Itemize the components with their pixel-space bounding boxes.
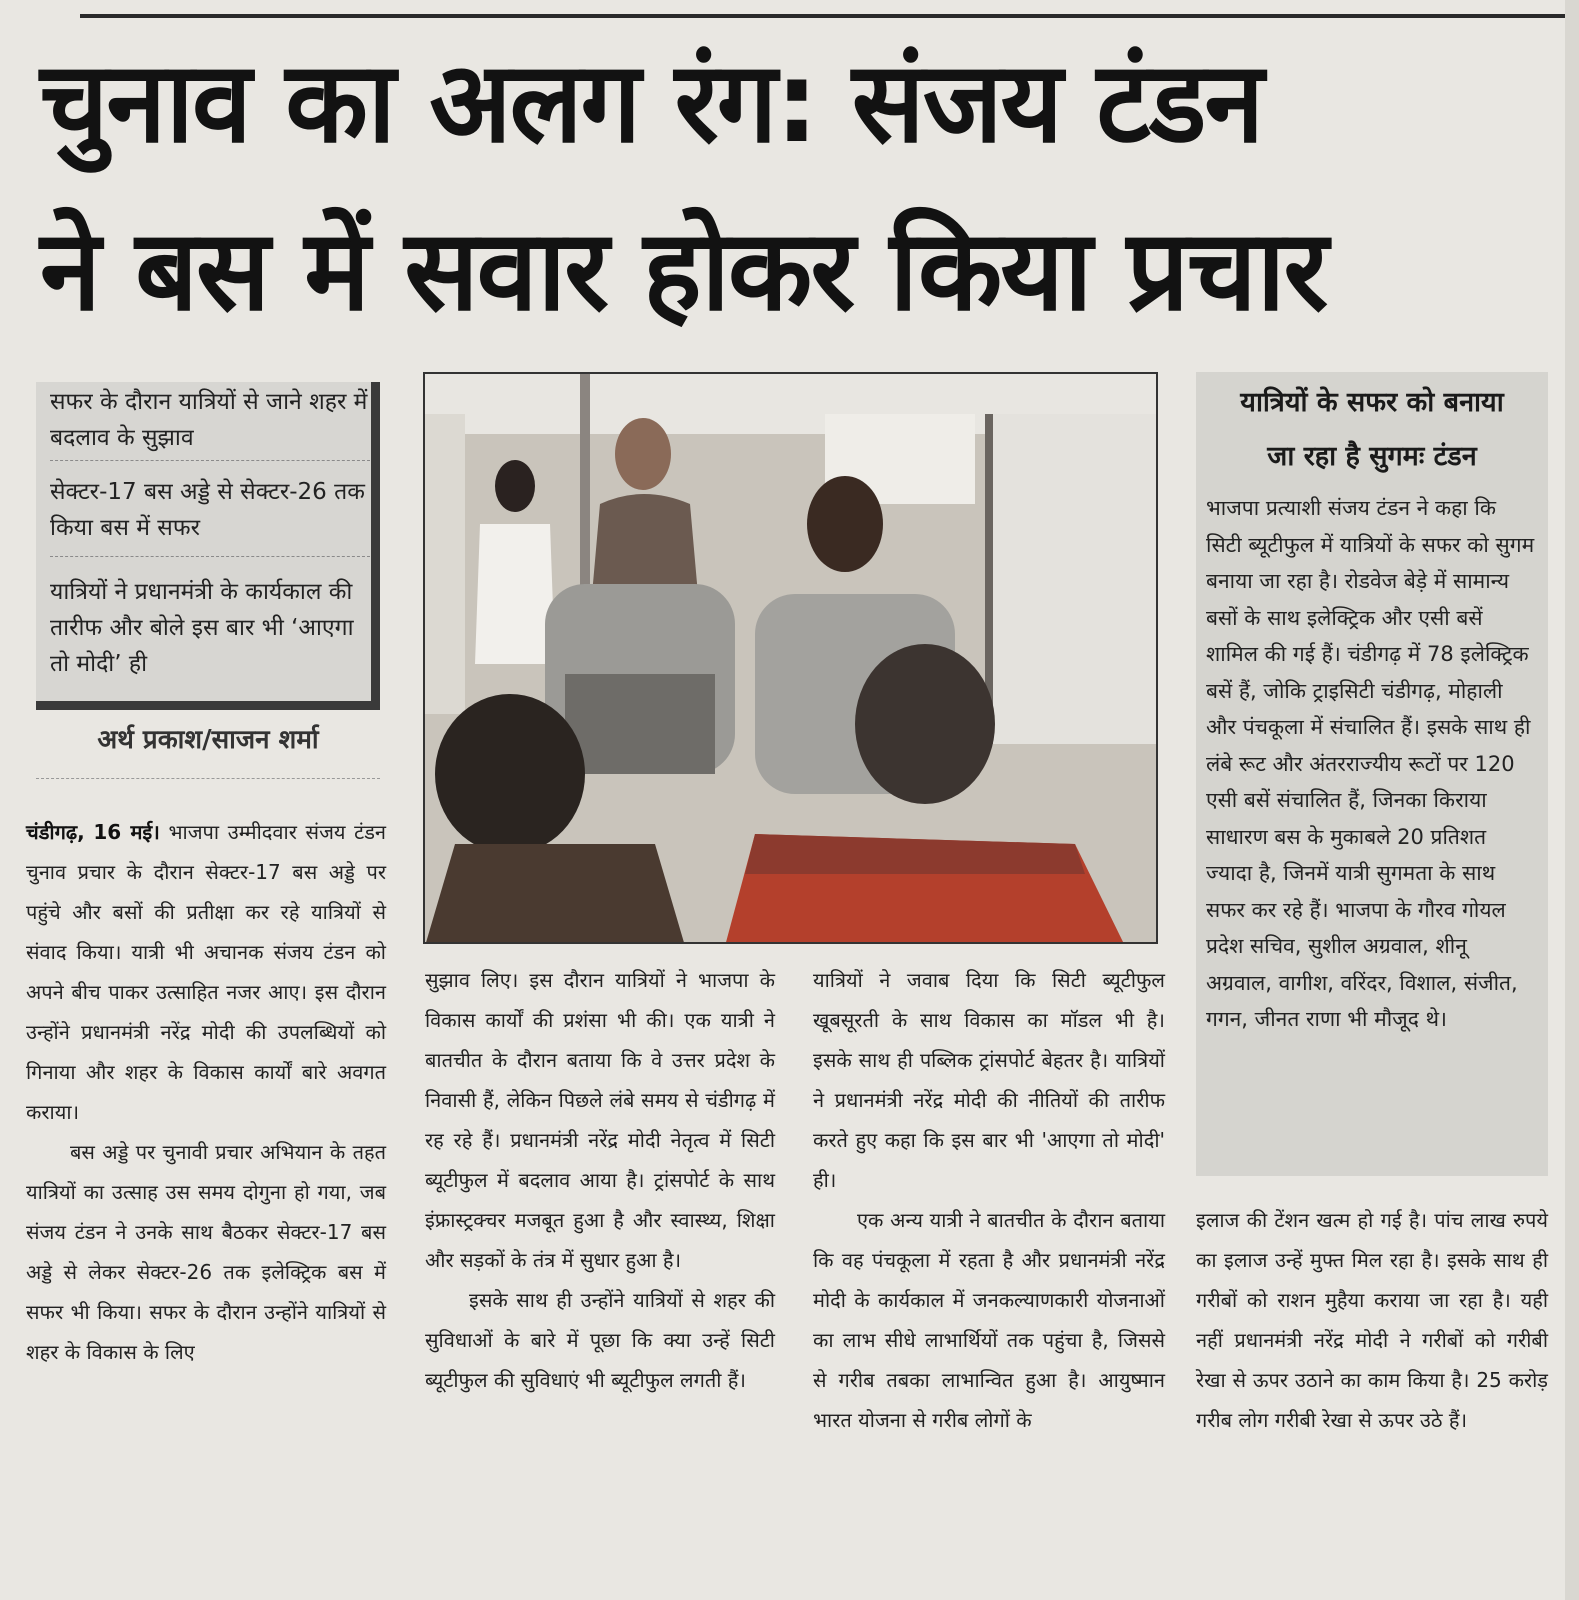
article-column-3 xyxy=(813,960,1165,1440)
key-point-divider xyxy=(50,460,370,461)
headline-line-1: चुनाव का अलग रंग: संजय टंडन xyxy=(40,38,1263,168)
sidebar-heading-line-2: जा रहा है सुगमः टंडन xyxy=(1267,441,1477,472)
body-paragraph: यात्रियों ने जवाब दिया कि सिटी ब्यूटीफुल खूबसूरती के साथ विकास का मॉडल भी है। इसके साथ ही पब्लिक ट्रांसपोर्ट बेहतर है। यात्रियों ने प्रधानमंत्री नरेंद्र मोदी की नीतियों की तारीफ करते हुए कहा कि इस बार भी 'आएगा तो मोदी' ही। xyxy=(813,968,1165,1192)
headline-line-2: ने बस में सवार होकर किया प्रचार xyxy=(40,206,1327,336)
key-point-1: सफर के दौरान यात्रियों से जाने शहर में बदलाव के सुझाव xyxy=(50,389,368,451)
body-paragraph: भाजपा उम्मीदवार संजय टंडन चुनाव प्रचार के दौरान सेक्टर-17 बस अड्डे पर पहुंचे और बसों की प्रतीक्षा कर रहे यात्रियों से संवाद किया। यात्री भी अचानक संजय टंडन को अपने बीच पाकर उत्साहित नजर आए। इस दौरान उन्होंने प्रधानमंत्री नरेंद्र मोदी की उपलब्धियों को गिनाया और शहर के विकास कार्यों बारे अवगत कराया। xyxy=(26,820,387,1124)
body-paragraph: सुझाव लिए। इस दौरान यात्रियों ने भाजपा के विकास कार्यों की प्रशंसा भी की। एक यात्री ने बातचीत के दौरान बताया कि वे उत्तर प्रदेश के निवासी हैं, लेकिन पिछले लंबे समय से चंडीगढ़ में रह रहे हैं। प्रधानमंत्री नरेंद्र मोदी नेतृत्व में सिटी ब्यूटीफुल में बदलाव आया है। ट्रांसपोर्ट के साथ इंफ्रास्ट्रक्चर मजबूत हुआ है और स्वास्थ्य, शिक्षा और सड़कों के तंत्र में सुधार हुआ है। xyxy=(425,968,775,1272)
sidebar-text: भाजपा प्रत्याशी संजय टंडन ने कहा कि सिटी ब्यूटीफुल में यात्रियों के सफर को सुगम बनाया जा रहा है। रोडवेज बेड़े में सामान्य बसों के साथ इलेक्ट्रिक और एसी बसें शामिल की गई हैं। चंडीगढ़ में 78 इलेक्ट्रिक बसें हैं, जोकि ट्राइसिटी चंडीगढ़, मोहाली और पंचकूला में संचालित हैं। इसके साथ ही लंबे रूट और अंतरराज्यीय रूटों पर 120 एसी बसें संचालित हैं, जिनका किराया साधारण बस के मुकाबले 20 प्रतिशत ज्यादा है, जिनमें यात्री सुगमता के साथ सफर कर रहे हैं। भाजपा के गौरव गोयल प्रदेश सचिव, सुशील अग्रवाल, शीनू अग्रवाल, वागीश, वरिंदर, विशाल, संजीत, गगन, जीनत राणा भी मौजूद थे। xyxy=(1206,496,1535,1031)
key-point-divider xyxy=(50,556,370,557)
article-column-1 xyxy=(26,812,386,1372)
article-column-4 xyxy=(1196,1200,1548,1440)
byline: अर्थ प्रकाश/साजन शर्मा xyxy=(97,725,319,755)
dateline-date: 16 मई। xyxy=(93,820,160,844)
body-paragraph: एक अन्य यात्री ने बातचीत के दौरान बताया कि वह पंचकूला में रहता है और प्रधानमंत्री नरेंद्र मोदी के कार्यकाल में जनकल्याणकारी योजनाओं का लाभ सीधे लाभार्थियों तक पहुंचा है, जिससे से गरीब तबका लाभान्वित हुआ है। आयुष्मान भारत योजना से गरीब लोगों के xyxy=(813,1208,1165,1432)
page-edge xyxy=(1565,0,1579,1600)
sidebar-heading-line-1: यात्रियों के सफर को बनाया xyxy=(1240,387,1504,418)
body-paragraph: इलाज की टेंशन खत्म हो गई है। पांच लाख रुपये का इलाज उन्हें मुफ्त मिल रहा है। इसके साथ ही गरीबों को राशन मुहैया कराया जा रहा है। यही नहीं प्रधानमंत्री नरेंद्र मोदी ने गरीबों को गरीबी रेखा से ऊपर उठाने का काम किया है। 25 करोड़ गरीब लोग गरीबी रेखा से ऊपर उठे हैं। xyxy=(1196,1208,1548,1432)
top-rule xyxy=(80,14,1570,18)
article-column-2 xyxy=(425,960,775,1400)
bus-campaign-photo xyxy=(423,372,1158,944)
body-paragraph: बस अड्डे पर चुनावी प्रचार अभियान के तहत यात्रियों का उत्साह उस समय दोगुना हो गया, जब संजय टंडन ने उनके साथ बैठकर सेक्टर-17 बस अड्डे से लेकर सेक्टर-26 तक इलेक्ट्रिक बस में सफर भी किया। सफर के दौरान उन्होंने यात्रियों से शहर के विकास के लिए xyxy=(26,1140,386,1364)
dateline-place: चंडीगढ़, xyxy=(26,820,85,844)
photo-illustration xyxy=(425,374,1158,944)
sidebar-heading xyxy=(1196,376,1548,484)
byline-rule xyxy=(36,778,380,779)
body-paragraph: इसके साथ ही उन्होंने यात्रियों से शहर की सुविधाओं के बारे में पूछा कि क्या उन्हें सिटी ब्यूटीफुल की सुविधाएं भी ब्यूटीफुल लगती हैं। xyxy=(425,1288,775,1392)
key-point-3: यात्रियों ने प्रधानमंत्री के कार्यकाल की तारीफ और बोले इस बार भी ‘आएगा तो मोदी’ ही xyxy=(50,579,354,677)
key-point-2: सेक्टर-17 बस अड्डे से सेक्टर-26 तक किया बस में सफर xyxy=(50,479,365,541)
